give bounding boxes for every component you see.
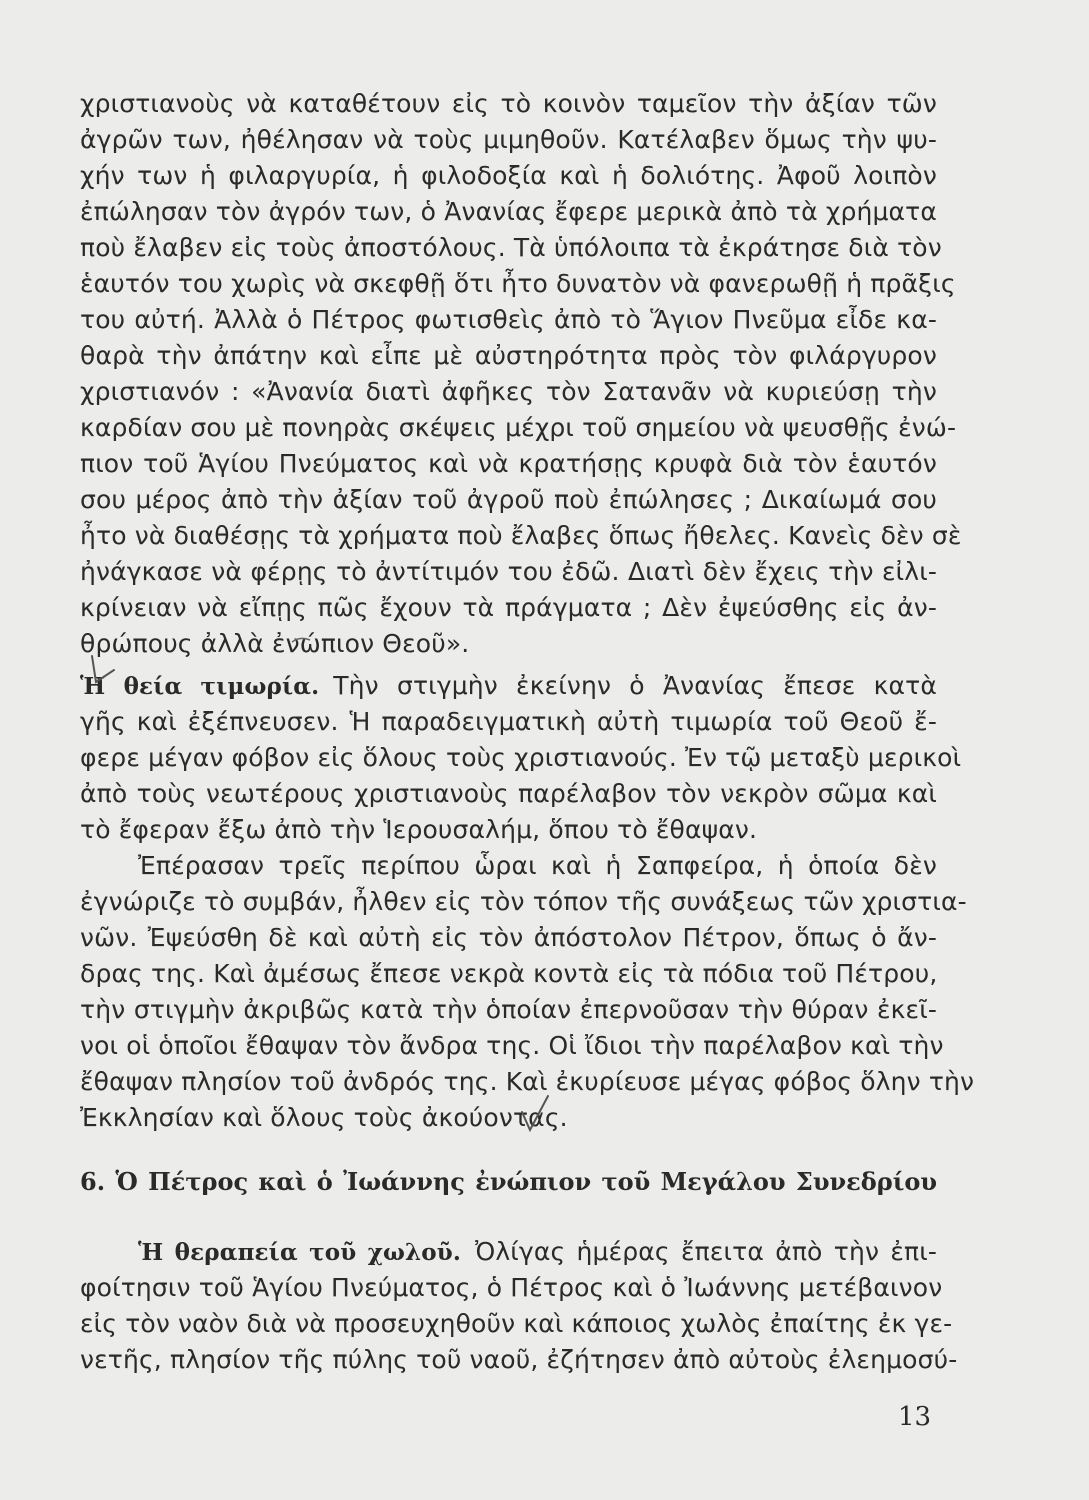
text-line: φοίτησιν τοῦ Ἁγίου Πνεύματος, ὁ Πέτρος καὶ ὁ Ἰωάννης μετέβαινον [80, 1273, 943, 1302]
text-line: νετῆς, πλησίον τῆς πύλης τοῦ ναοῦ, ἐζήτησεν ἀπὸ αὐτοὺς ἐλεημοσύ- [80, 1345, 958, 1374]
text-line: χριστιανοὺς νὰ καταθέτουν εἰς τὸ κοινὸν ταμεῖον τὴν ἀξίαν τῶν [80, 89, 937, 118]
text-line: χριστιανόν : «Ἀνανία διατὶ ἀφῆκες τὸν Σατανᾶν νὰ κυριεύσῃ τὴν [80, 377, 937, 406]
subheading-punishment: Ἡ θεία τιμωρία. [80, 673, 320, 700]
text-line: ἦτο νὰ διαθέσῃς τὰ χρήματα ποὺ ἔλαβες ὅπως ἤθελες. Κανεὶς δὲν σὲ [80, 521, 962, 550]
paragraph-first-line [138, 1234, 937, 1271]
text-line: ἐγνώριζε τὸ συμβάν, ἦλθεν εἰς τὸν τόπον τῆς συνάξεως τῶν χριστια- [80, 887, 967, 916]
text-line: τὴν στιγμὴν ἀκριβῶς κατὰ τὴν ὁποίαν ἐπερνοῦσαν τὴν θύραν ἐκεῖ- [80, 995, 937, 1024]
text-line: ἀγρῶν των, ἠθέλησαν νὰ τοὺς μιμηθοῦν. Κατέλαβεν ὅμως τὴν ψυ- [80, 125, 937, 154]
text-line: εἰς τὸν ναὸν διὰ νὰ προσευχηθοῦν καὶ κάποιος χωλὸς ἐπαίτης ἐκ γε- [80, 1309, 953, 1338]
text-span: Ὀλίγας ἡμέρας ἔπειτα ἀπὸ τὴν ἐπι- [475, 1237, 937, 1266]
text-line: ἐπώλησαν τὸν ἀγρόν των, ὁ Ἀνανίας ἔφερε μερικὰ ἀπὸ τὰ χρήματα [80, 197, 937, 226]
text-line: γῆς καὶ ἐξέπνευσεν. Ἡ παραδειγματικὴ αὐτὴ τιμωρία τοῦ Θεοῦ ἔ- [80, 707, 937, 736]
text-line: ἀπὸ τοὺς νεωτέρους χριστιανοὺς παρέλαβον τὸν νεκρὸν σῶμα καὶ [80, 779, 937, 808]
text-line: χήν των ἡ φιλαργυρία, ἡ φιλοδοξία καὶ ἡ δολιότης. Ἀφοῦ λοιπὸν [80, 161, 937, 190]
text-line: πιον τοῦ Ἁγίου Πνεύματος καὶ νὰ κρατήσῃς κρυφὰ διὰ τὸν ἑαυτόν [80, 449, 937, 478]
subheading-healing: Ἡ θεραπεία τοῦ χωλοῦ. [138, 1239, 462, 1266]
pencil-checkmark-icon [518, 1092, 552, 1136]
text-line: του αὐτή. Ἀλλὰ ὁ Πέτρος φωτισθεὶς ἀπὸ τὸ Ἅγιον Πνεῦμα εἶδε κα- [80, 305, 937, 334]
text-line: σου μέρος ἀπὸ τὴν ἀξίαν τοῦ ἀγροῦ ποὺ ἐπώλησες ; Δικαίωμά σου [80, 485, 937, 514]
text-line: νοι οἱ ὁποῖοι ἔθαψαν τὸν ἄνδρα της. Οἱ ἴδιοι τὴν παρέλαβον καὶ τὴν [80, 1031, 944, 1060]
text-line: Ἐκκλησίαν καὶ ὅλους τοὺς ἀκούοντας. [80, 1103, 568, 1132]
text-line: τὸ ἔφεραν ἔξω ἀπὸ τὴν Ἱερουσαλήμ, ὅπου τὸ ἔθαψαν. [80, 815, 758, 844]
text-line: θρώπους ἀλλὰ ἐνώπιον Θεοῦ». [80, 629, 470, 658]
text-line: ποὺ ἔλαβεν εἰς τοὺς ἀποστόλους. Τὰ ὑπόλοιπα τὰ ἐκράτησε διὰ τὸν [80, 233, 942, 262]
text-line: Ἐπέρασαν τρεῖς περίπου ὧραι καὶ ἡ Σαπφείρα, ἡ ὁποία δὲν [138, 851, 937, 880]
text-line: κρίνειαν νὰ εἴπῃς πῶς ἔχουν τὰ πράγματα ; Δὲν ἐψεύσθης εἰς ἀν- [80, 593, 937, 622]
paragraph-first-line [80, 668, 937, 705]
text-line: δρας της. Καὶ ἀμέσως ἔπεσε νεκρὰ κοντὰ εἰς τὰ πόδια τοῦ Πέτρου, [80, 959, 938, 988]
text-line: ἑαυτόν του χωρὶς νὰ σκεφθῇ ὅτι ἦτο δυνατὸν νὰ φανερωθῇ ἡ πρᾶξις [80, 269, 956, 298]
text-line: φερε μέγαν φόβον εἰς ὅλους τοὺς χριστιανούς. Ἐν τῷ μεταξὺ μερικοὶ [80, 743, 962, 772]
text-line: θαρὰ τὴν ἀπάτην καὶ εἶπε μὲ αὐστηρότητα πρὸς τὸν φιλάργυρον [80, 341, 937, 370]
text-line: νῶν. Ἐψεύσθη δὲ καὶ αὐτὴ εἰς τὸν ἀπόστολον Πέτρον, ὅπως ὁ ἄν- [80, 923, 937, 952]
section-heading: 6. Ὁ Πέτρος καὶ ὁ Ἰωάννης ἐνώπιον τοῦ Μεγάλου Συνεδρίου [80, 1167, 937, 1196]
pencil-mark-icon [290, 634, 312, 648]
text-line: ἔθαψαν πλησίον τοῦ ἀνδρός της. Καὶ ἐκυρίευσε μέγας φόβος ὅλην τὴν [80, 1067, 975, 1096]
pencil-checkmark-icon [86, 652, 120, 692]
text-span: Τὴν στιγμὴν ἐκείνην ὁ Ἀνανίας ἔπεσε κατὰ [333, 671, 937, 700]
text-line: ἠνάγκασε νὰ φέρῃς τὸ ἀντίτιμόν του ἐδῶ. Διατὶ δὲν ἔχεις τὴν εἰλι- [80, 557, 937, 586]
page-number: 13 [898, 1402, 932, 1432]
text-line: καρδίαν σου μὲ πονηρὰς σκέψεις μέχρι τοῦ σημείου νὰ ψευσθῇς ἐνώ- [80, 413, 957, 442]
